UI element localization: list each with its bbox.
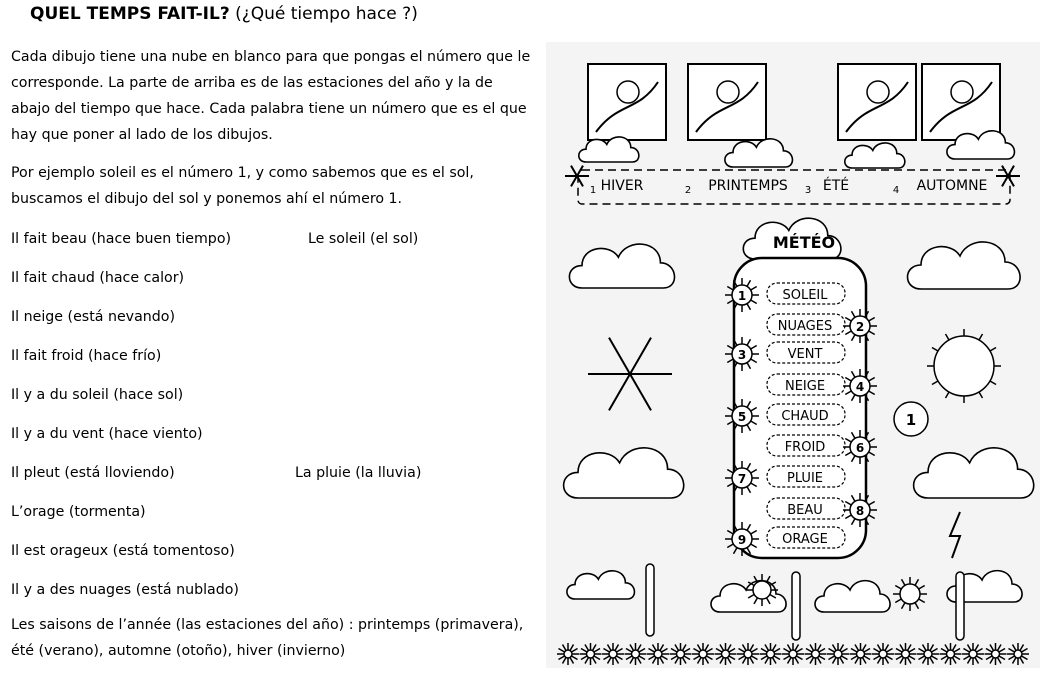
cloud-drawing — [569, 244, 674, 288]
cloud-drawing — [908, 242, 1021, 289]
border-sun-icon — [850, 643, 872, 665]
meteo-word: PLUIE — [787, 471, 823, 486]
cloud-drawing — [567, 571, 635, 599]
meteo-number: 1 — [737, 289, 747, 303]
season-number: 2 — [684, 185, 692, 196]
season-label: ÉTÉ — [822, 178, 850, 194]
vocab-row — [11, 538, 531, 564]
meteo-word: VENT — [787, 347, 823, 362]
vocab-row — [11, 460, 531, 486]
vocab-phrase: Il pleut (está lloviendo) — [11, 465, 175, 481]
border-sun-icon — [647, 643, 669, 665]
vocab-phrase: Il fait froid (hace frío) — [11, 348, 162, 364]
intro-paragraph-1: Cada dibujo tiene una nube en blanco para que pongas el número que le corresponde. La parte de arriba es de las estaciones del año y la de abajo del tiempo que hace. Cada palabra tiene un número que es el que hay que poner al lado de los dibujos. — [11, 49, 531, 143]
snowflake-icon — [565, 166, 589, 187]
season-number: 3 — [804, 185, 812, 196]
season-label: HIVER — [600, 178, 644, 194]
page-title — [30, 4, 418, 24]
border-sun-icon — [760, 643, 782, 665]
border-sun-icon — [602, 643, 624, 665]
storm-cloud-drawing — [914, 448, 1034, 498]
meteo-word: FROID — [784, 440, 826, 455]
meteo-number: 9 — [737, 533, 747, 547]
meteo-number: 3 — [737, 348, 747, 362]
vocab-row — [11, 304, 531, 330]
sun-border — [557, 643, 1029, 665]
cloud-drawing — [815, 581, 890, 612]
meteo-worksheet — [546, 42, 1040, 668]
vocab-row — [11, 421, 531, 447]
vocab-noun: Le soleil (el sol) — [308, 231, 419, 247]
border-sun-icon — [782, 643, 804, 665]
lightning-icon — [950, 512, 960, 558]
season-label: AUTOMNE — [916, 178, 988, 194]
vocab-row — [11, 382, 531, 408]
meteo-number: 8 — [855, 504, 865, 518]
border-sun-icon — [827, 643, 849, 665]
meteo-number: 5 — [737, 410, 747, 424]
border-sun-icon — [805, 643, 827, 665]
thermometer-icon — [956, 572, 964, 640]
season-cloud-2 — [725, 139, 793, 167]
snowflake-drawing — [588, 338, 672, 411]
cloud-drawing — [711, 581, 786, 612]
season-picture-spring — [588, 64, 666, 140]
vocab-noun: La pluie (la lluvia) — [295, 465, 422, 481]
vocab-phrase: Il fait beau (hace buen tiempo) — [11, 231, 232, 247]
season-number: 4 — [892, 185, 900, 196]
season-number: 1 — [589, 185, 597, 196]
border-sun-icon — [985, 643, 1007, 665]
meteo-number: 2 — [855, 320, 865, 334]
season-label: PRINTEMPS — [708, 178, 788, 194]
vocab-phrase: Il y a du vent (hace viento) — [11, 426, 203, 442]
season-picture-winter — [922, 64, 1000, 140]
meteo-word: ORAGE — [782, 532, 828, 547]
border-sun-icon — [670, 643, 692, 665]
vocab-row — [11, 577, 531, 603]
rain-cloud-drawing — [564, 448, 684, 498]
snowflake-icon — [996, 166, 1020, 187]
border-sun-icon — [737, 643, 759, 665]
vocab-phrase: Il neige (está nevando) — [11, 309, 175, 325]
meteo-word: SOLEIL — [782, 288, 828, 303]
example-answer-number: 1 — [905, 411, 917, 429]
sun-drawing — [927, 329, 1001, 403]
season-picture-summer — [688, 64, 766, 140]
vocab-row — [11, 265, 531, 291]
meteo-word: NEIGE — [784, 379, 826, 394]
season-picture-autumn — [838, 64, 916, 140]
border-sun-icon — [895, 643, 917, 665]
border-sun-icon — [625, 643, 647, 665]
vocab-row — [11, 499, 531, 525]
border-sun-icon — [1007, 643, 1029, 665]
vocab-phrase: Il y a du soleil (hace sol) — [11, 387, 184, 403]
meteo-title: MÉTÉO — [772, 233, 836, 252]
vocab-phrase: Il est orageux (está tomentoso) — [11, 543, 235, 559]
border-sun-icon — [940, 643, 962, 665]
vocab-phrase: Il y a des nuages (está nublado) — [11, 582, 239, 598]
border-sun-icon — [715, 643, 737, 665]
vocab-row — [11, 226, 531, 252]
small-sun-icon — [893, 577, 927, 611]
border-sun-icon — [962, 643, 984, 665]
border-sun-icon — [580, 643, 602, 665]
border-sun-icon — [692, 643, 714, 665]
title-main: QUEL TEMPS FAIT-IL? — [30, 4, 230, 24]
meteo-word: CHAUD — [781, 409, 829, 424]
season-cloud-3 — [845, 143, 905, 168]
meteo-number: 4 — [855, 380, 865, 394]
meteo-number: 6 — [855, 441, 865, 455]
vocab-list — [11, 226, 531, 603]
meteo-number: 7 — [737, 472, 747, 486]
meteo-word: NUAGES — [777, 319, 833, 334]
vocab-phrase: L’orage (tormenta) — [11, 504, 146, 520]
intro-paragraph-2: Por ejemplo soleil es el número 1, y como sabemos que es el sol, buscamos el dibujo del sol y ponemos ahí el número 1. — [11, 165, 474, 207]
vocab-phrase: Il fait chaud (hace calor) — [11, 270, 185, 286]
thermometer-icon — [792, 572, 800, 640]
title-sub: (¿Qué tiempo hace ?) — [235, 4, 418, 24]
border-sun-icon — [872, 643, 894, 665]
thermometer-icon — [646, 564, 654, 636]
border-sun-icon — [917, 643, 939, 665]
instructions — [11, 44, 531, 664]
seasons-line: Les saisons de l’année (las estaciones del año) : printemps (primavera), été (verano), automne (otoño), hiver (invierno) — [11, 617, 524, 659]
meteo-word: BEAU — [787, 503, 823, 518]
vocab-row — [11, 343, 531, 369]
border-sun-icon — [557, 643, 579, 665]
